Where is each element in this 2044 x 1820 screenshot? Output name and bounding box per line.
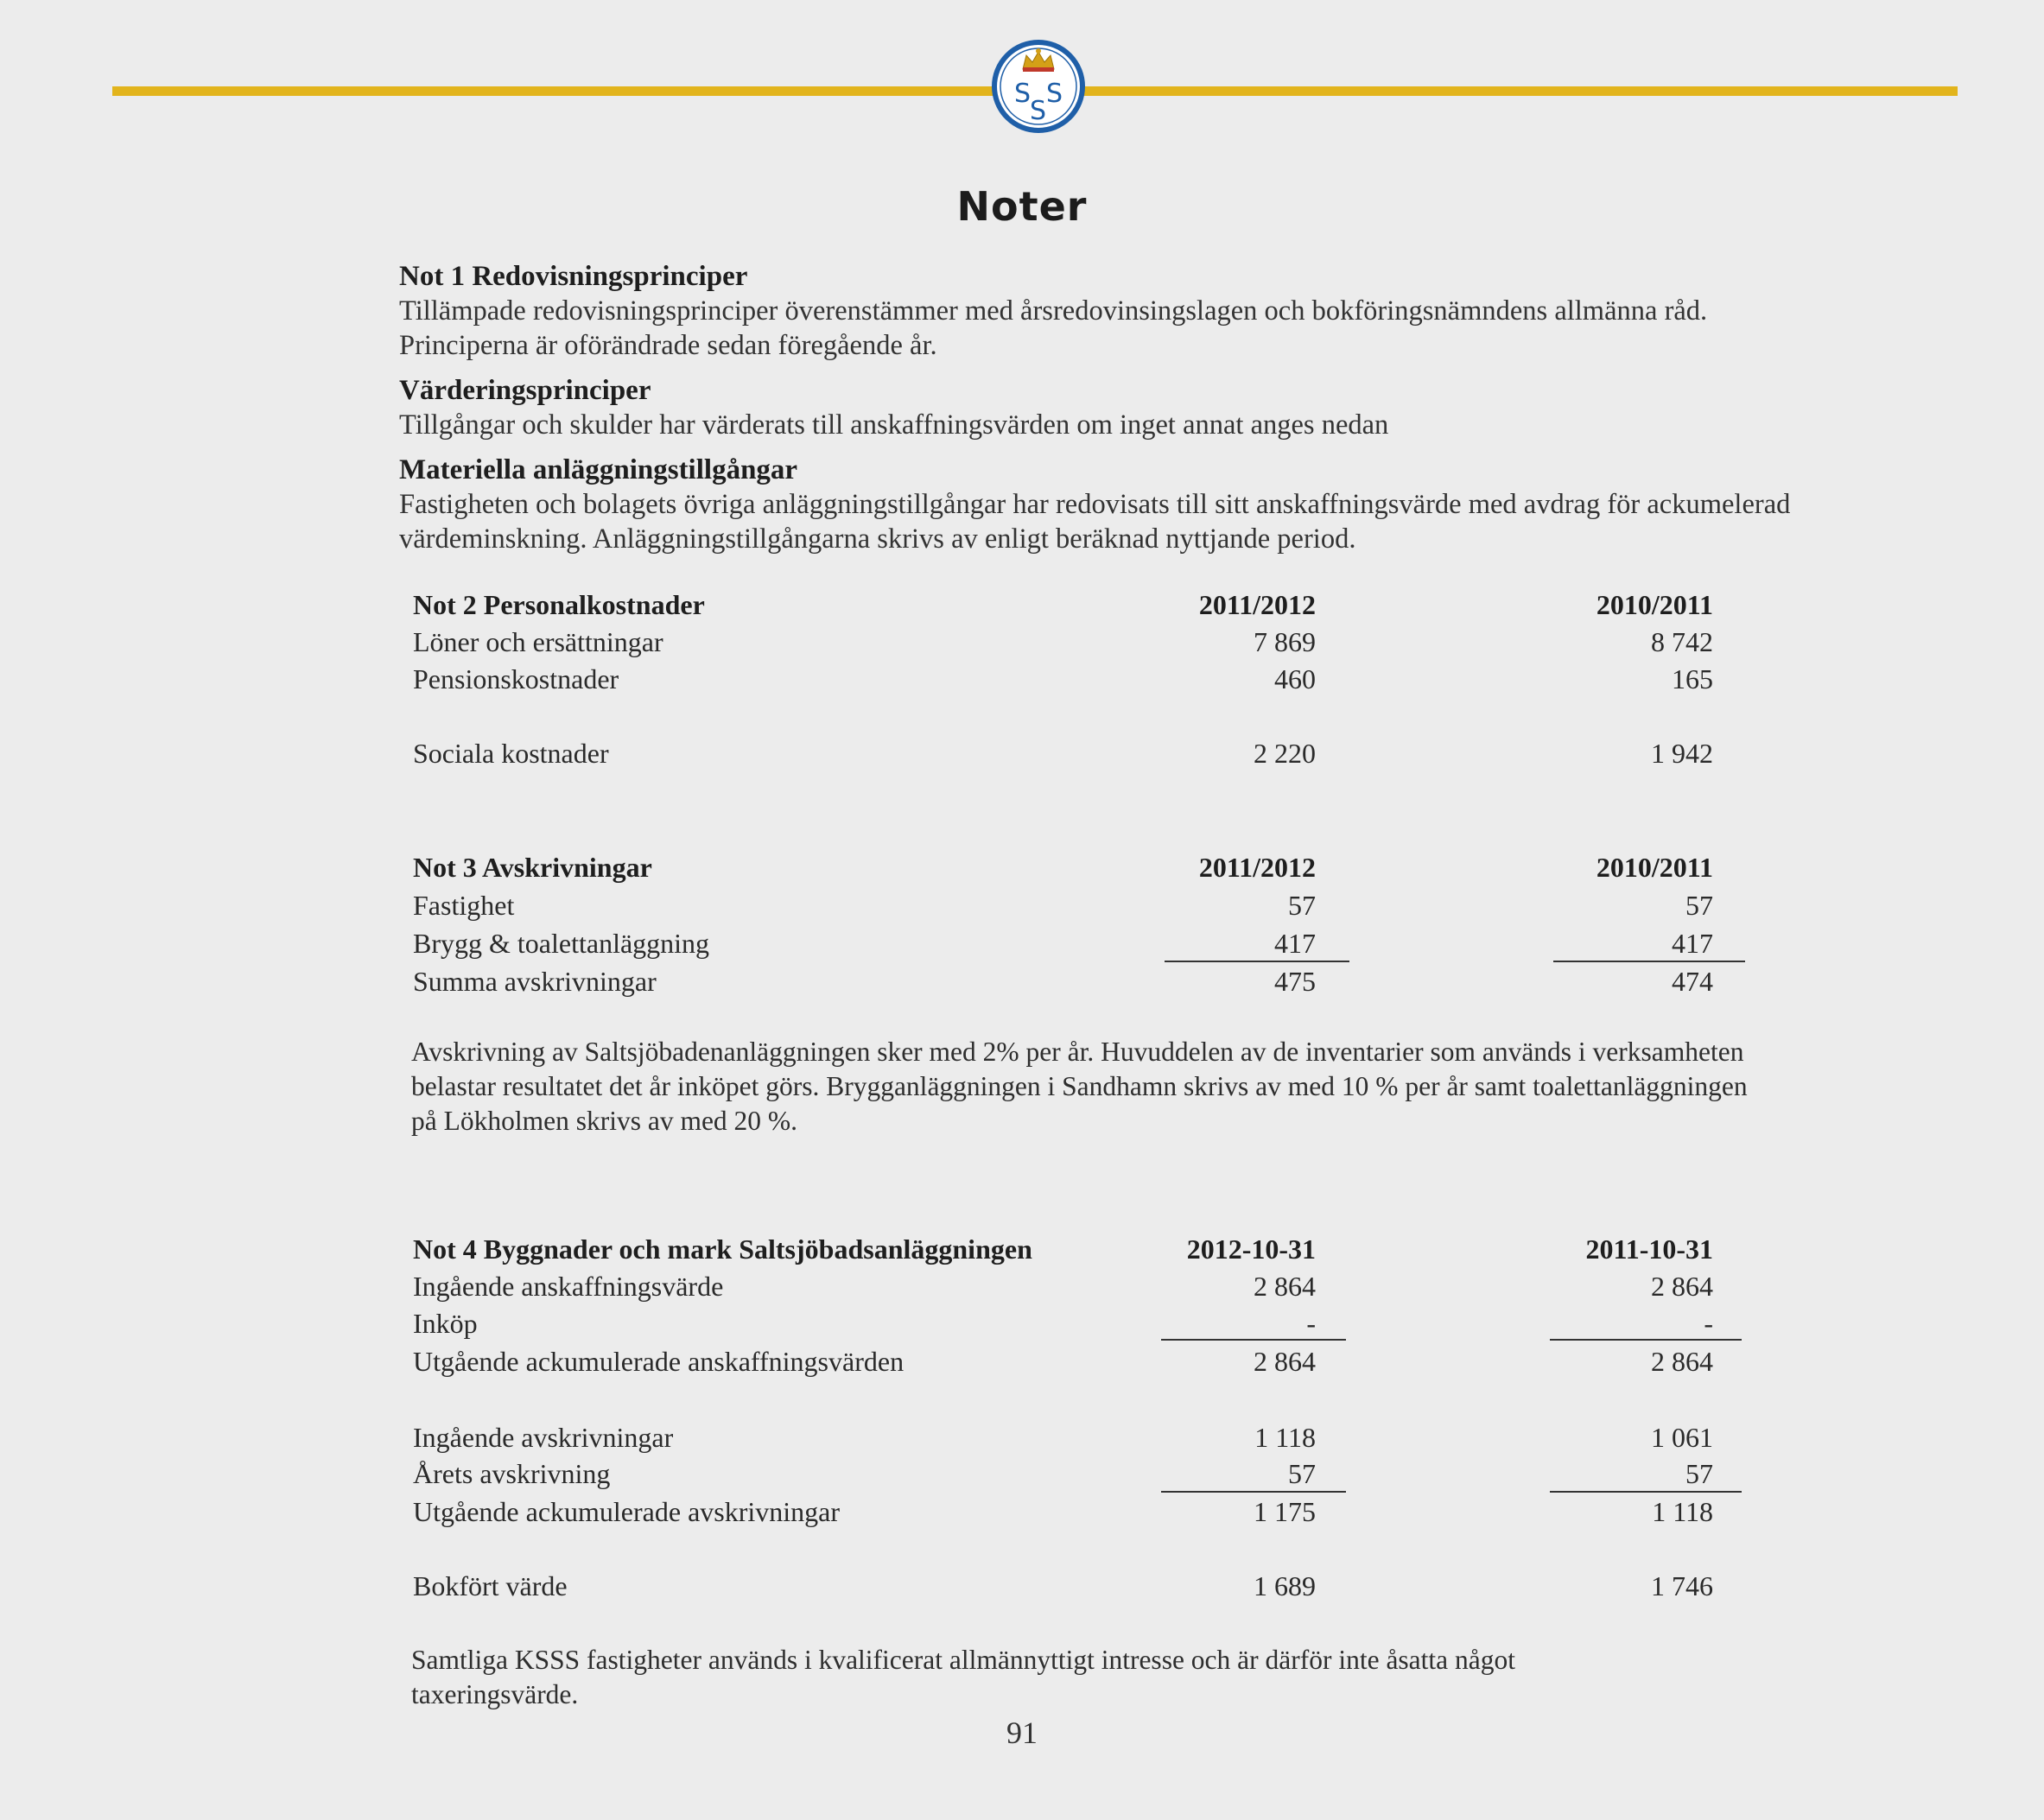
row-label: Fastighet (413, 890, 515, 921)
row-value-current: 1 118 (1254, 1422, 1316, 1453)
row-label: Ingående anskaffningsvärde (413, 1271, 724, 1302)
valuation-text: Tillgångar och skulder har värderats till anskaffningsvärden om inget annat anges nedan (399, 409, 1389, 441)
row-label: Löner och ersättningar (413, 626, 663, 657)
table-row (413, 1456, 1743, 1491)
row-value-current: 57 (1288, 890, 1316, 921)
note1-text: Tillämpade redovisningsprinciper överenstämmer med årsredovinsingslagen och bokföringsnämndens allmänna råd. Principerna är oförändrade sedan föregående år. (399, 295, 1708, 361)
note1-heading: Not 1 Redovisningsprinciper (399, 261, 748, 292)
row-label: Summa avskrivningar (413, 966, 657, 997)
table-row (413, 625, 1743, 659)
header-rule-left (112, 86, 993, 96)
row-label: Utgående ackumulerade avskrivningar (413, 1496, 841, 1527)
sum-underline-current (1165, 961, 1349, 962)
ksss-logo (988, 38, 1089, 135)
row-value-current: 2 864 (1254, 1271, 1316, 1302)
table-row (413, 1344, 1743, 1379)
depreciation-underline-current (1161, 1491, 1346, 1493)
row-label: Utgående ackumulerade anskaffningsvärden (413, 1346, 905, 1377)
row-label: Pensionskostnader (413, 663, 619, 694)
depreciation-underline-previous (1550, 1491, 1742, 1493)
table-row (413, 964, 1743, 999)
logo-letter-right: S (1046, 79, 1063, 109)
fixed-assets-section (399, 453, 1833, 556)
row-value-current: 57 (1288, 1458, 1316, 1489)
row-label: Inköp (413, 1308, 478, 1339)
table-row (413, 888, 1743, 923)
row-value-previous: 2 864 (1651, 1346, 1713, 1377)
row-value-current: 2 864 (1254, 1346, 1316, 1377)
row-value-previous: 1 746 (1651, 1570, 1713, 1601)
note3-col2-header: 2010/2011 (1596, 852, 1713, 883)
page-number: 91 (1006, 1715, 1038, 1750)
table-row (413, 1269, 1743, 1303)
note2-heading: Not 2 Personalkostnader (413, 589, 705, 620)
table-row (413, 662, 1743, 696)
logo-letter-bottom: S (1030, 96, 1047, 126)
row-label: Sociala kostnader (413, 738, 609, 769)
note2-col2-header: 2010/2011 (1596, 589, 1713, 620)
row-value-previous: - (1704, 1308, 1713, 1339)
note3-col1-header: 2011/2012 (1198, 852, 1316, 883)
table-row (413, 1569, 1743, 1603)
subtotal-underline-previous (1550, 1339, 1742, 1341)
row-value-previous: 2 864 (1651, 1271, 1713, 1302)
sum-underline-previous (1553, 961, 1745, 962)
note4-col1-header: 2012-10-31 (1186, 1233, 1316, 1265)
table-row (413, 1420, 1743, 1455)
row-value-current: 475 (1274, 966, 1316, 997)
note3-heading: Not 3 Avskrivningar (413, 852, 652, 883)
row-value-current: 460 (1274, 663, 1316, 694)
row-value-previous: 1 118 (1652, 1496, 1713, 1527)
row-value-current: 2 220 (1254, 738, 1316, 769)
row-value-current: 1 689 (1254, 1570, 1316, 1601)
note3-text: Avskrivning av Saltsjöbadenanläggningen sker med 2% per år. Huvuddelen av de inventarier som används i verksamheten belastar resultatet det år inköpet görs. Brygganläggningen i Sandhamn skrivs av med 10 % per år samt toalettanläggningen på Lökholmen skrivs av med 20 %. (411, 1037, 1748, 1136)
page-title: Noter (956, 183, 1088, 230)
row-label: Bokfört värde (413, 1570, 568, 1601)
row-value-previous: 474 (1672, 966, 1713, 997)
row-value-previous: 8 742 (1651, 626, 1713, 657)
table-row (413, 736, 1743, 770)
table-row (413, 926, 1743, 961)
header-rule-right (1082, 86, 1958, 96)
row-value-current: - (1306, 1308, 1316, 1339)
row-value-previous: 165 (1672, 663, 1713, 694)
note1-section (399, 259, 1833, 363)
row-value-previous: 1 942 (1651, 738, 1713, 769)
row-value-previous: 57 (1685, 890, 1713, 921)
valuation-heading: Värderingsprinciper (399, 375, 651, 406)
table-row (413, 1306, 1743, 1341)
note4-heading: Not 4 Byggnader och mark Saltsjöbadsanläggningen (413, 1233, 1032, 1265)
row-value-previous: 417 (1672, 928, 1713, 959)
table-header-row (413, 587, 1743, 622)
row-label: Ingående avskrivningar (413, 1422, 674, 1453)
row-label: Årets avskrivning (413, 1458, 611, 1489)
subtotal-underline-current (1161, 1339, 1346, 1341)
note4-text: Samtliga KSSS fastigheter används i kvalificerat allmännyttigt intresse och är därför inte åsatta något taxeringsvärde. (411, 1645, 1516, 1709)
note2-col1-header: 2011/2012 (1198, 589, 1316, 620)
row-value-previous: 1 061 (1651, 1422, 1713, 1453)
fixed-assets-heading: Materiella anläggningstillgångar (399, 454, 798, 485)
row-value-current: 7 869 (1254, 626, 1316, 657)
row-value-current: 1 175 (1254, 1496, 1316, 1527)
row-value-previous: 57 (1685, 1458, 1713, 1489)
valuation-section (399, 373, 1833, 442)
row-label: Brygg & toalettanläggning (413, 928, 710, 959)
table-header-row (413, 1232, 1743, 1266)
table-header-row (413, 850, 1743, 885)
note4-col2-header: 2011-10-31 (1585, 1233, 1713, 1265)
fixed-assets-text: Fastigheten och bolagets övriga anläggningstillgångar har redovisats till sitt anskaffningsvärde med avdrag för ackumelerad värdeminskning. Anläggningstillgångarna skrivs av enligt beräknad nyttjande period. (399, 489, 1791, 555)
logo-letter-left: S (1014, 79, 1032, 109)
row-value-current: 417 (1274, 928, 1316, 959)
table-row (413, 1494, 1743, 1529)
